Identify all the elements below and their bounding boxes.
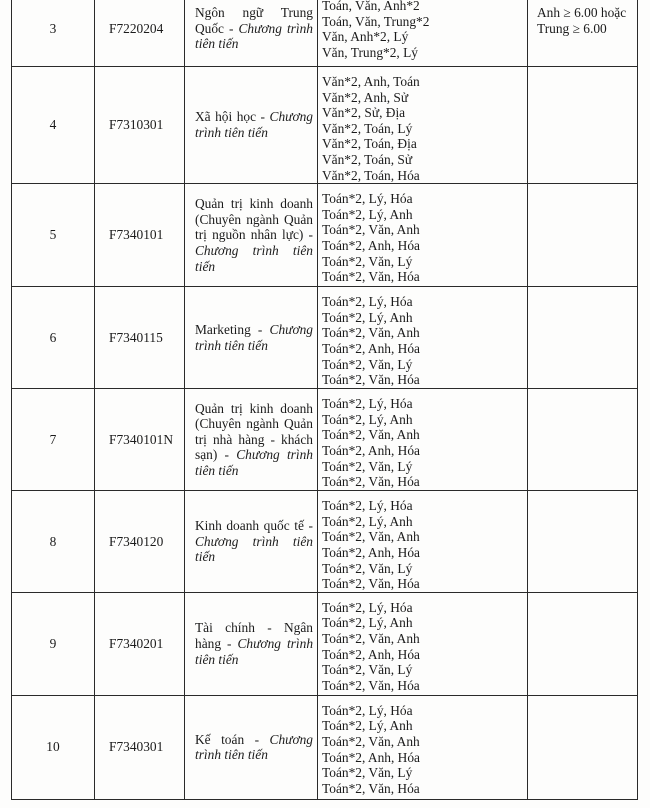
subject-combination: Toán*2, Lý, Hóa	[322, 294, 413, 310]
subject-combination: Toán*2, Văn, Anh	[322, 222, 420, 238]
major-name-plain: Ngôn ngữ Trung Quốc -	[195, 5, 313, 36]
subject-combination: Văn, Trung*2, Lý	[322, 44, 418, 60]
program-type-label: Chương trình tiên tiến	[195, 635, 314, 667]
program-type-label: Chương trình tiên tiến	[195, 322, 313, 353]
major-name-plain: Kinh doanh quốc tế -	[195, 518, 313, 534]
major-name-cell	[185, 287, 318, 389]
row-number-cell: 6	[12, 287, 95, 389]
requirement-note-cell	[528, 695, 638, 799]
subject-combination: Toán*2, Văn, Hóa	[322, 677, 420, 693]
subject-combinations-cell	[318, 695, 528, 799]
subject-combination: Toán*2, Anh, Hóa	[322, 237, 420, 253]
requirement-note: Trung ≥ 6.00	[537, 20, 607, 36]
requirement-note-cell	[528, 389, 638, 491]
row-number-cell: 9	[12, 592, 95, 695]
subject-combination: Toán*2, Văn, Anh	[322, 529, 420, 545]
program-code-cell: F7340101	[95, 184, 185, 287]
major-name-cell	[185, 0, 318, 67]
table-row	[12, 287, 638, 389]
subject-combination: Toán*2, Văn, Hóa	[322, 780, 420, 796]
table-row	[12, 695, 638, 799]
requirement-note-cell	[528, 287, 638, 389]
subject-combination: Toán*2, Lý, Hóa	[322, 396, 413, 412]
major-name-cell	[185, 491, 318, 593]
row-number-cell: 10	[12, 695, 95, 799]
requirement-note-cell	[528, 592, 638, 695]
row-number-cell: 8	[12, 491, 95, 593]
table-row	[12, 184, 638, 287]
table-row	[12, 389, 638, 491]
table-row	[12, 491, 638, 593]
subject-combination: Văn*2, Sử, Địa	[322, 105, 406, 121]
subject-combinations-cell	[318, 389, 528, 491]
row-number-cell: 7	[12, 389, 95, 491]
subject-combination: Toán*2, Văn, Lý	[322, 458, 413, 474]
subject-combination: Toán*2, Văn, Hóa	[322, 269, 420, 285]
program-code-cell: F7340115	[95, 287, 185, 389]
major-name	[195, 732, 313, 763]
program-type-label: Chương trình tiên tiến	[195, 533, 313, 565]
major-name	[195, 5, 313, 52]
major-name	[195, 401, 313, 479]
requirement-note-cell	[528, 0, 638, 67]
major-name-plain: Quản trị kinh doanh (Chuyên ngành Quản trị nguồn nhân lực) -	[195, 196, 313, 243]
major-name	[195, 518, 313, 565]
program-type-label: Chương trình tiên tiến	[195, 731, 313, 763]
subject-combinations-cell	[318, 592, 528, 695]
subject-combination: Toán*2, Văn, Lý	[322, 765, 413, 781]
table-row	[12, 67, 638, 184]
subject-combination: Toán*2, Anh, Hóa	[322, 442, 420, 458]
subject-combination: Văn*2, Toán, Địa	[322, 136, 417, 152]
subject-combination: Toán*2, Anh, Hóa	[322, 544, 420, 560]
subject-combination: Toán*2, Văn, Lý	[322, 560, 413, 576]
subject-combination: Văn*2, Anh, Sử	[322, 89, 409, 105]
subject-combination: Văn*2, Toán, Lý	[322, 120, 413, 136]
program-code-cell: F7340101N	[95, 389, 185, 491]
subject-combination: Toán*2, Văn, Lý	[322, 253, 413, 269]
subject-combination: Toán*2, Lý, Anh	[322, 615, 413, 631]
subject-combination: Toán*2, Lý, Anh	[322, 411, 413, 427]
row-number-cell: 5	[12, 184, 95, 287]
subject-combination: Toán*2, Lý, Hóa	[322, 702, 413, 718]
requirement-note-cell	[528, 491, 638, 593]
program-code-cell: F7340301	[95, 695, 185, 799]
major-name	[195, 109, 313, 140]
subject-combination: Toán*2, Văn, Anh	[322, 427, 420, 443]
subject-combination: Toán, Văn, Trung*2	[322, 13, 430, 29]
major-name	[195, 620, 313, 667]
major-name	[195, 196, 313, 274]
admission-programs-table	[11, 0, 638, 800]
major-name-plain: Tài chính - Ngân hàng -	[195, 620, 313, 651]
major-name-cell	[185, 184, 318, 287]
major-name-plain: Xã hội học -	[195, 109, 270, 125]
subject-combination: Toán*2, Anh, Hóa	[322, 646, 420, 662]
subject-combinations-cell	[318, 0, 528, 67]
program-code-cell: F7340120	[95, 491, 185, 593]
major-name-plain: Marketing -	[195, 322, 270, 338]
subject-combinations-cell	[318, 287, 528, 389]
subject-combination: Toán*2, Văn, Hóa	[322, 372, 420, 388]
major-name	[195, 322, 313, 353]
major-name-cell	[185, 67, 318, 184]
subject-combination: Toán*2, Lý, Anh	[322, 206, 413, 222]
subject-combination: Văn*2, Toán, Sử	[322, 151, 413, 167]
table-body	[12, 0, 638, 799]
requirement-note-cell	[528, 67, 638, 184]
program-code-cell: F7340201	[95, 592, 185, 695]
subject-combination: Toán*2, Lý, Hóa	[322, 599, 413, 615]
subject-combination: Toán*2, Lý, Hóa	[322, 498, 413, 514]
subject-combinations-cell	[318, 67, 528, 184]
subject-combination: Toán*2, Văn, Anh	[322, 733, 420, 749]
subject-combinations-cell	[318, 491, 528, 593]
program-type-label: Chương trình tiên tiến	[195, 109, 313, 141]
subject-combination: Toán, Văn, Anh*2	[322, 0, 420, 13]
subject-combination: Toán*2, Văn, Lý	[322, 662, 413, 678]
table-row	[12, 0, 638, 67]
subject-combination: Toán*2, Lý, Anh	[322, 513, 413, 529]
program-type-label: Chương trình tiên tiến	[195, 242, 313, 274]
major-name-plain: Kế toán -	[195, 731, 270, 747]
subject-combination: Toán*2, Văn, Lý	[322, 356, 413, 372]
requirement-note-cell	[528, 184, 638, 287]
subject-combination: Toán*2, Văn, Anh	[322, 630, 420, 646]
table-row	[12, 592, 638, 695]
major-name-cell	[185, 389, 318, 491]
major-name-plain: Quản trị kinh doanh (Chuyên ngành Quản trị nhà hàng - khách sạn) -	[195, 400, 313, 463]
subject-combination: Toán*2, Văn, Hóa	[322, 474, 420, 490]
subject-combination: Toán*2, Văn, Hóa	[322, 576, 420, 592]
row-number-cell: 4	[12, 67, 95, 184]
program-code-cell: F7220204	[95, 0, 185, 67]
program-type-label: Chương trình tiên tiến	[195, 447, 313, 479]
subject-combination: Toán*2, Văn, Anh	[322, 325, 420, 341]
major-name-cell	[185, 695, 318, 799]
row-number-cell: 3	[12, 0, 95, 67]
program-type-label: Chương trình tiên tiến	[195, 20, 313, 52]
program-code-cell: F7310301	[95, 67, 185, 184]
subject-combination: Toán*2, Lý, Hóa	[322, 191, 413, 207]
subject-combination: Văn*2, Toán, Hóa	[322, 167, 420, 183]
subject-combination: Văn, Anh*2, Lý	[322, 29, 409, 45]
subject-combination: Toán*2, Lý, Anh	[322, 718, 413, 734]
major-name-cell	[185, 592, 318, 695]
requirement-note: Anh ≥ 6.00 hoặc	[537, 5, 627, 20]
subject-combination: Toán*2, Lý, Anh	[322, 309, 413, 325]
subject-combinations-cell	[318, 184, 528, 287]
subject-combination: Toán*2, Anh, Hóa	[322, 340, 420, 356]
subject-combination: Toán*2, Anh, Hóa	[322, 749, 420, 765]
subject-combination: Văn*2, Anh, Toán	[322, 74, 420, 89]
